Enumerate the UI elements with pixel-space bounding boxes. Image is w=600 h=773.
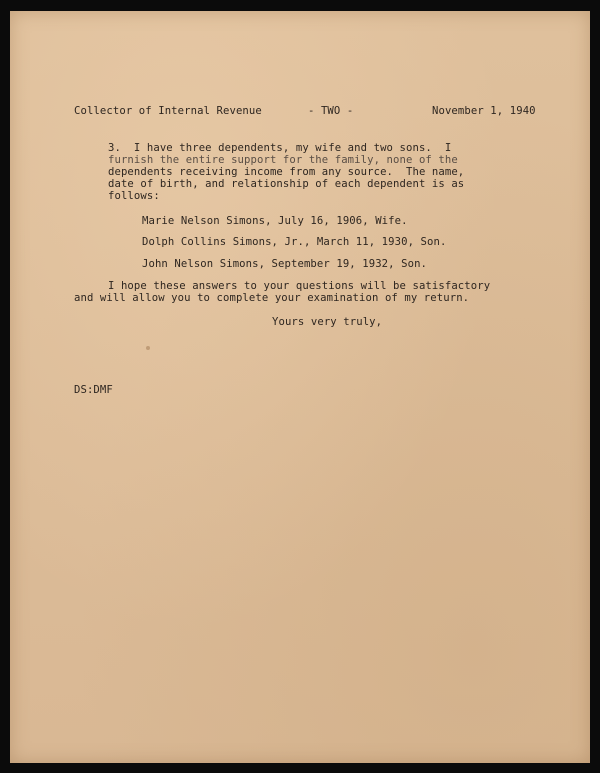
paragraph-3-line: furnish the entire support for the family, none of the [108,154,458,166]
header-addressee: Collector of Internal Revenue [74,105,262,117]
paragraph-3-line: 3. I have three dependents, my wife and two sons. I [108,142,452,154]
complimentary-close: Yours very truly, [272,316,383,328]
closing-paragraph-line: I hope these answers to your questions will be satisfactory [108,280,491,292]
header-date: November 1, 1940 [432,105,536,117]
reference-initials: DS:DMF [74,384,113,396]
paragraph-3-line: follows: [108,190,160,202]
header-page-marker: - TWO - [308,105,354,117]
dependent-entry: Marie Nelson Simons, July 16, 1906, Wife. [142,215,408,227]
paragraph-3-line: date of birth, and relationship of each dependent is as [108,178,465,190]
paper-stain [146,346,150,350]
dependent-entry: Dolph Collins Simons, Jr., March 11, 1930, Son. [142,236,447,248]
closing-paragraph-line: and will allow you to complete your examination of my return. [74,292,470,304]
paragraph-3-line: dependents receiving income from any source. The name, [108,166,465,178]
dependent-entry: John Nelson Simons, September 19, 1932, Son. [142,258,428,270]
letter-page [10,11,590,763]
